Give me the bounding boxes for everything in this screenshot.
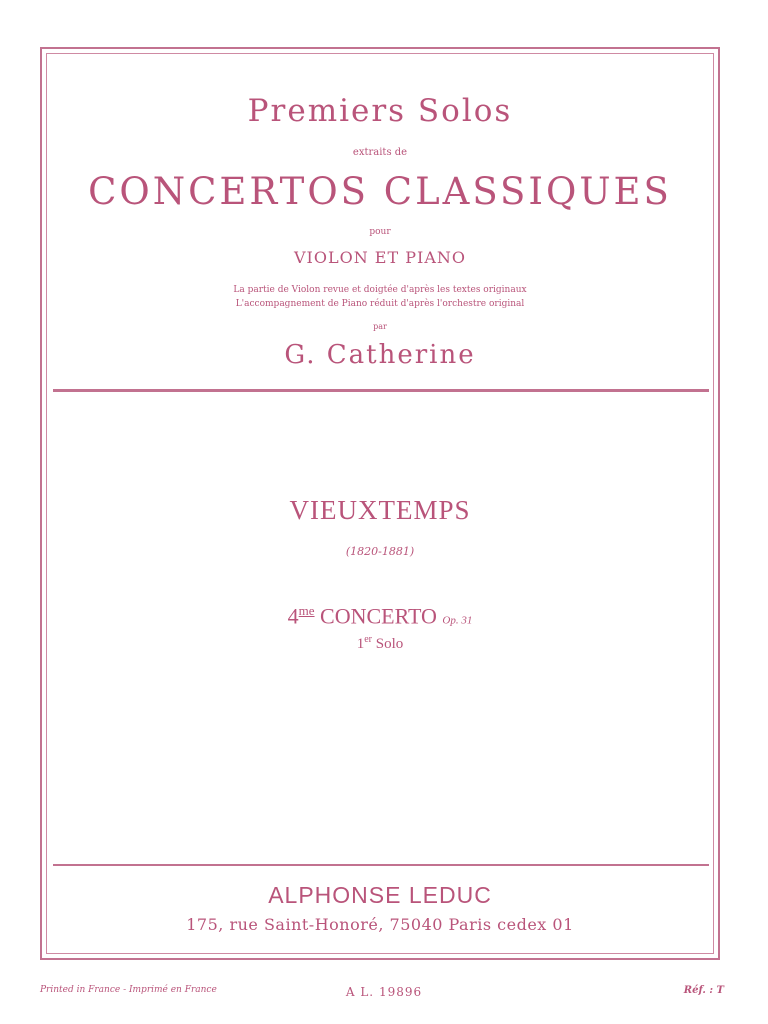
solo-suffix: er <box>364 634 372 645</box>
printed-in-france: Printed in France - Imprimé en France <box>40 985 217 995</box>
composer-name: VIEUXTEMPS <box>289 495 471 525</box>
instruments-label: VIOLON ET PIANO <box>293 248 466 267</box>
edition-note-piano: L'accompagnement de Piano réduit d'après l'orchestre original <box>235 299 525 309</box>
par-label: par <box>373 322 387 331</box>
collection-title: CONCERTOS CLASSIQUES <box>88 170 672 213</box>
extraits-label: extraits de <box>352 147 408 158</box>
series-title: Premiers Solos <box>247 93 513 129</box>
reference-code: Réf. : T <box>683 985 724 996</box>
concerto-number: 4 <box>287 603 299 629</box>
pour-label: pour <box>369 227 391 237</box>
publisher-address: 175, rue Saint-Honoré, 75040 Paris cedex 01 <box>186 915 574 934</box>
solo-label <box>46 634 714 653</box>
concerto-label: CONCERTO <box>320 603 437 629</box>
composer-dates: (1820-1881) <box>345 545 415 558</box>
catalogue-code: A L. 19896 <box>345 985 423 999</box>
concerto-title <box>46 603 714 629</box>
solo-text: Solo <box>375 636 404 652</box>
divider-top <box>53 389 709 392</box>
solo-number: 1 <box>356 636 365 652</box>
edition-note-violin: La partie de Violon revue et doigtée d'après les textes originaux <box>233 285 527 295</box>
editor-name: G. Catherine <box>284 340 476 370</box>
publisher-name: ALPHONSE LEDUC <box>268 882 492 908</box>
opus-number: Op. 31 <box>442 614 473 627</box>
divider-bottom <box>53 864 709 866</box>
concerto-suffix: me <box>298 603 315 618</box>
